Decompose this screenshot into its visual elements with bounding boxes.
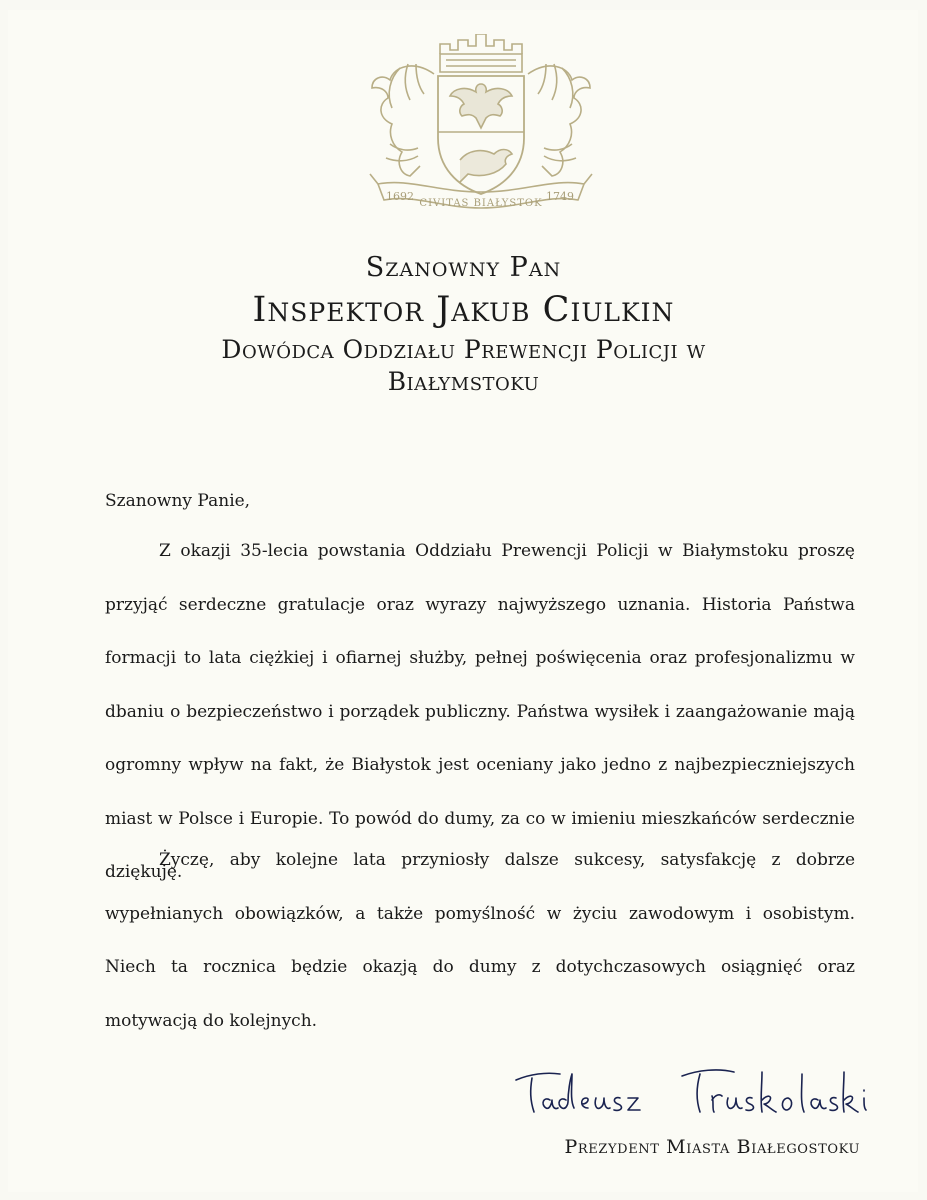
recipient-salutation: Szanowny Pan (365, 252, 562, 283)
recipient-function (0, 334, 927, 398)
recipient-name: Inspektor Jakub Ciulkin (252, 290, 675, 330)
crest-motto: CIVITAS BIAŁYSTOK (419, 198, 543, 209)
crest-year-left: 1692 (386, 190, 414, 203)
city-coat-of-arms-icon (356, 34, 606, 214)
letter-paragraph-1: Z okazji 35-lecia powstania Oddziału Prewencji Policji w Białymstoku proszę przyjąć serdeczne gratulacje oraz wyrazy najwyższego uznania. Historia Państwa formacji to lata ciężkiej i ofiarnej służby, pełnej poświęcenia oraz profesjonalizmu w dbaniu o bezpieczeństwo i porządek publiczny. Państwa wysiłek i zaangażowanie mają ogromny wpływ na fakt, że Białystok jest oceniany jako jedno z najbezpieczniejszych miast w Polsce i Europie. To powód do dumy, za co w imieniu mieszkańców serdecznie dziękuję. (105, 541, 855, 882)
signatory-title: Prezydent Miasta Białegostoku (564, 1136, 860, 1158)
crest-year-right: 1749 (546, 190, 574, 203)
handwritten-signature (512, 1062, 872, 1122)
letter-paragraph-2: Życzę, aby kolejne lata przyniosły dalsze sukcesy, satysfakcję z dobrze wypełnianych obowiązków, a także pomyślność w życiu zawodowym i osobistym. Niech ta rocznica będzie okazją do dumy z dotychczasowych osiągnięć oraz motywacją do kolejnych. (105, 850, 855, 1031)
letter-greeting: Szanowny Panie, (105, 491, 251, 511)
recipient-function-text: Dowódca Oddziału Prewencji Policji w Białymstoku (221, 335, 706, 396)
